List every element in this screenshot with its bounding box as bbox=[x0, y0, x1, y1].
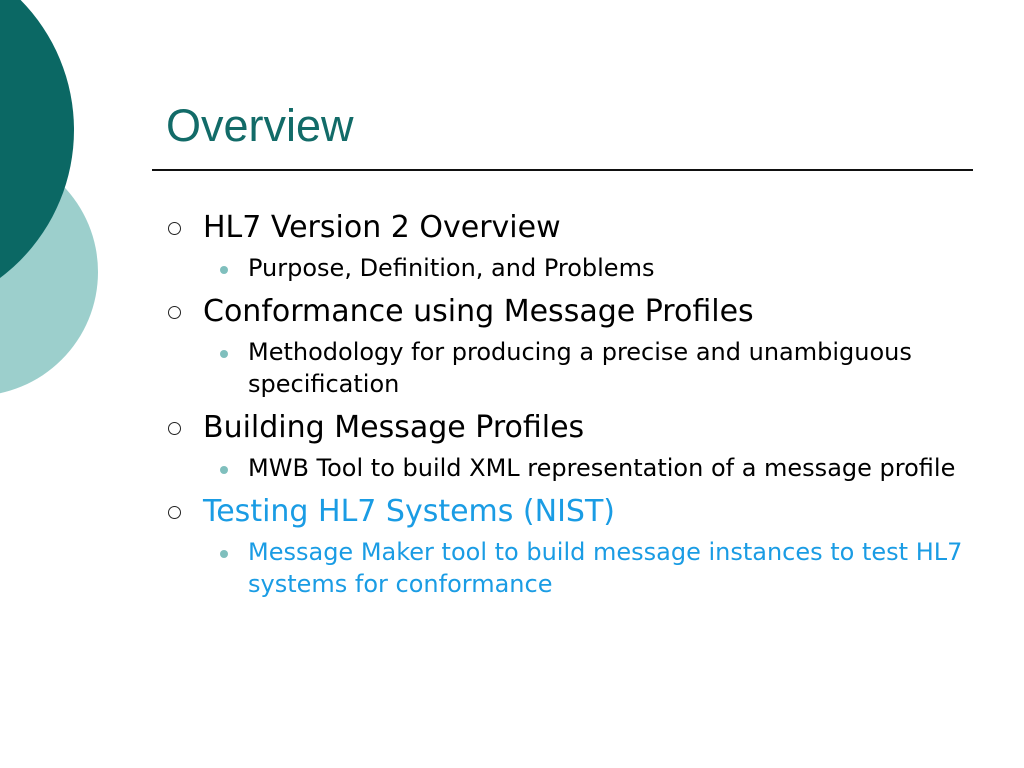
dot-bullet-icon bbox=[220, 466, 228, 474]
dot-bullet-icon bbox=[220, 350, 228, 358]
sub-bullet-item bbox=[168, 452, 988, 484]
dot-bullet-icon bbox=[220, 550, 228, 558]
hollow-circle-bullet-icon bbox=[168, 306, 181, 319]
bullet-item bbox=[168, 404, 988, 452]
sub-bullet-item bbox=[168, 336, 988, 400]
hollow-circle-bullet-icon bbox=[168, 222, 181, 235]
title-divider bbox=[152, 169, 973, 171]
bullet-list bbox=[168, 204, 988, 604]
sub-bullet-item bbox=[168, 252, 988, 284]
hollow-circle-bullet-icon bbox=[168, 422, 181, 435]
bullet-item bbox=[168, 204, 988, 252]
sub-bullet-text: Message Maker tool to build message instances to test HL7 systems for conformance bbox=[248, 538, 963, 598]
dot-bullet-icon bbox=[220, 266, 228, 274]
bullet-text: Conformance using Message Profiles bbox=[203, 294, 754, 329]
bullet-text: HL7 Version 2 Overview bbox=[203, 210, 561, 245]
sub-bullet-item-highlighted bbox=[168, 536, 988, 600]
sub-bullet-text: Methodology for producing a precise and unambiguous specification bbox=[248, 338, 912, 398]
bullet-text: Testing HL7 Systems (NIST) bbox=[203, 494, 616, 529]
bullet-text: Building Message Profiles bbox=[203, 410, 585, 445]
slide-title: Overview bbox=[166, 100, 354, 151]
hollow-circle-bullet-icon bbox=[168, 506, 181, 519]
sub-bullet-text: MWB Tool to build XML representation of a message profile bbox=[248, 454, 956, 482]
sub-bullet-text: Purpose, Definition, and Problems bbox=[248, 254, 655, 282]
bullet-item-highlighted bbox=[168, 488, 988, 536]
bullet-item bbox=[168, 288, 988, 336]
